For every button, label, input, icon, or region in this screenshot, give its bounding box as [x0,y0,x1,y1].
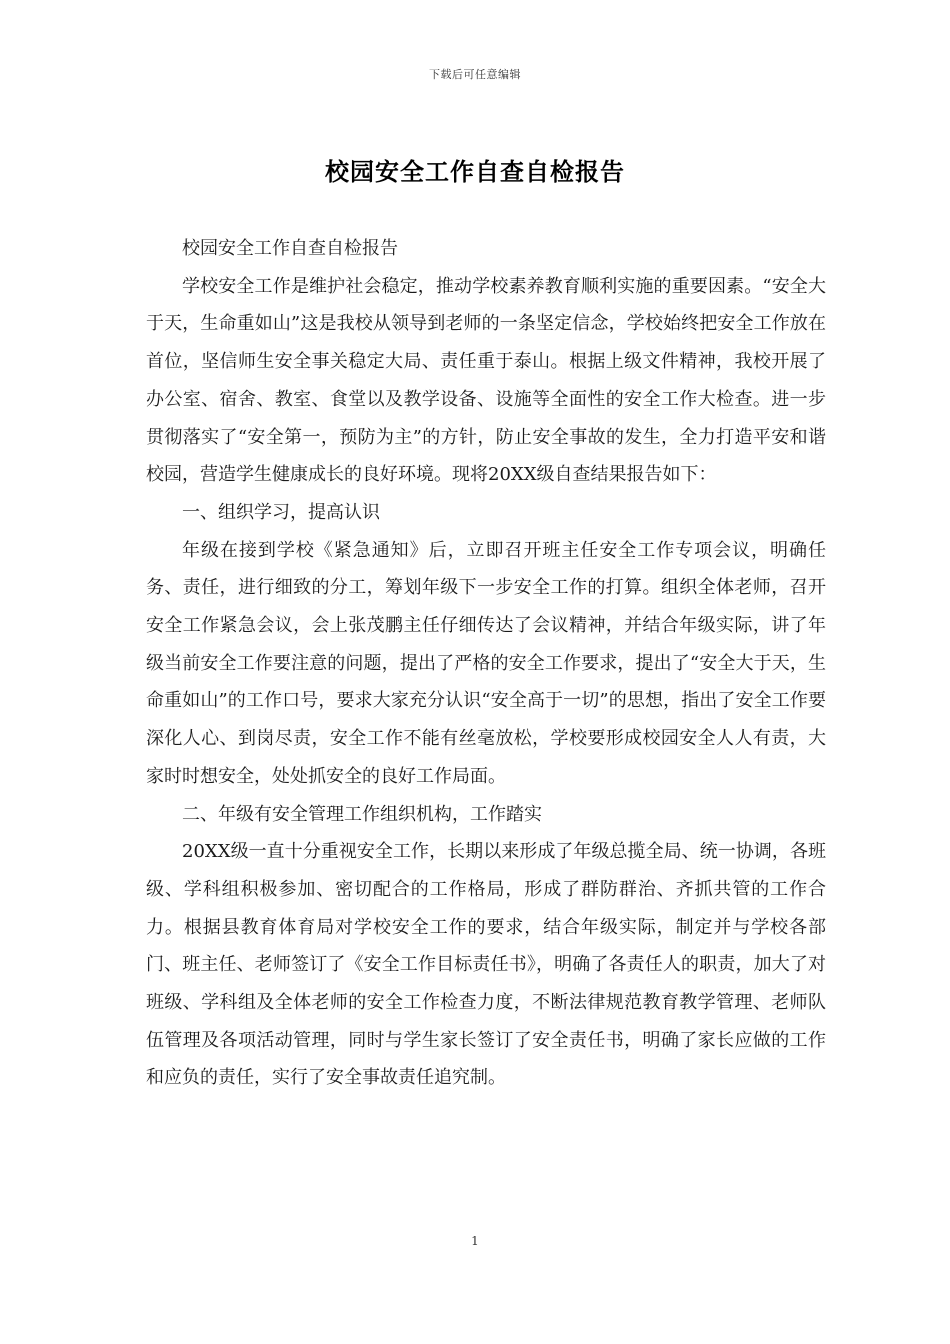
paragraph-subtitle: 校园安全工作自查自检报告 [182,238,398,259]
section-heading-2: 二、年级有安全管理工作组织机构，工作踏实 [182,803,542,825]
paragraph-section-1: 年级在接到学校《紧急通知》后，立即召开班主任安全工作专项会议，明确任务、责任，进行细致的分工，筹划年级下一步安全工作的打算。组织全体老师，召开安全工作紧急会议，会上张茂鹏主任仔细传达了会议精神，并结合年级实际，讲了年级当前安全工作要注意的问题，提出了严格的安全工作要求，提出了“安全大于天，生命重如山”的工作口号，要求大家充分认识“安全高于一切”的思想，指出了安全工作要深化人心、到岗尽责，安全工作不能有丝毫放松，学校要形成校园安全人人有责，大家时时想安全，处处抓安全的良好工作局面。 [146,539,826,787]
header-note: 下载后可任意编辑 [429,68,521,81]
document-title: 校园安全工作自查自检报告 [325,157,625,186]
page-number: 1 [471,1234,479,1248]
document-body [146,230,826,1097]
paragraph-section-2: 20XX级一直十分重视安全工作，长期以来形成了年级总揽全局、统一协调，各班级、学科组积极参加、密切配合的工作格局，形成了群防群治、齐抓共管的工作合力。根据县教育体育局对学校安全工作的要求，结合年级实际，制定并与学校各部门、班主任、老师签订了《安全工作目标责任书》，明确了各责任人的职责，加大了对班级、学科组及全体老师的安全工作检查力度，不断法律规范教育教学管理、老师队伍管理及各项活动管理，同时与学生家长签订了安全责任书，明确了家长应做的工作和应负的责任，实行了安全事故责任追究制。 [146,841,826,1089]
paragraph-intro: 学校安全工作是维护社会稳定，推动学校素养教育顺利实施的重要因素。“安全大于天，生命重如山”这是我校从领导到老师的一条坚定信念，学校始终把安全工作放在首位，坚信师生安全事关稳定大局、责任重于泰山。根据上级文件精神，我校开展了办公室、宿舍、教室、食堂以及教学设备、设施等全面性的安全工作大检查。进一步贯彻落实了“安全第一，预防为主”的方针，防止安全事故的发生，全力打造平安和谐校园，营造学生健康成长的良好环境。现将20XX级自查结果报告如下： [146,275,826,486]
section-heading-1: 一、组织学习，提高认识 [182,501,380,523]
